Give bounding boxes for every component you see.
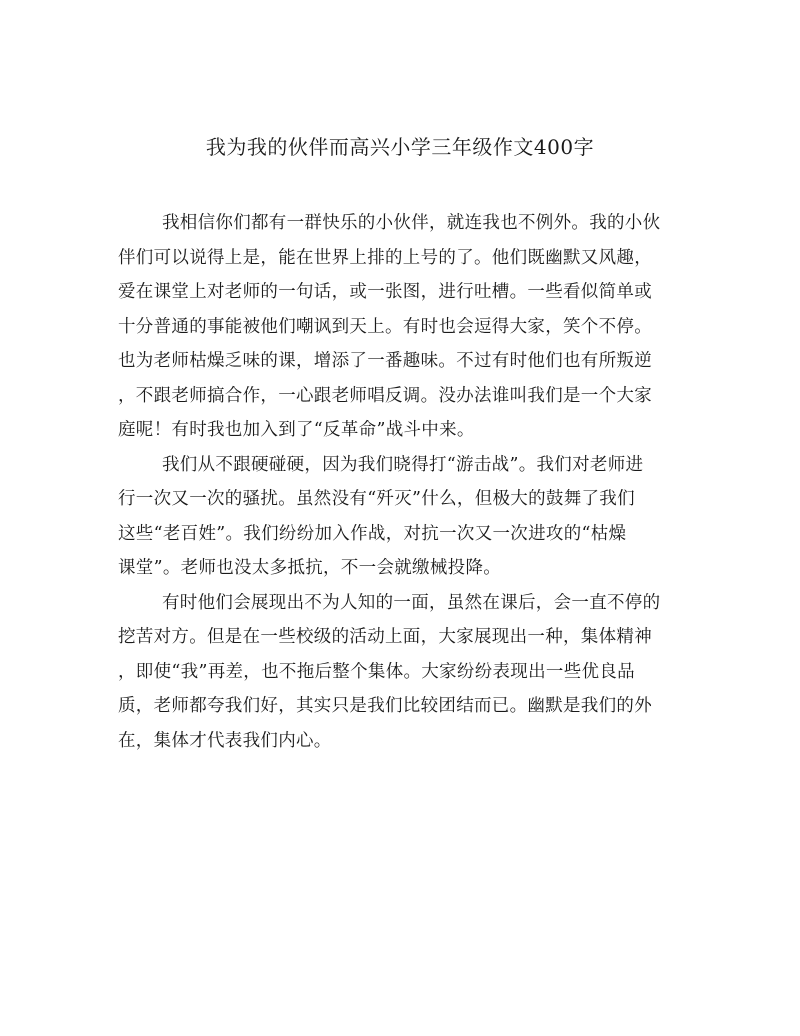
- paragraph-line: 行一次又一次的骚扰。虽然没有“歼灭”什么，但极大的鼓舞了我们: [118, 489, 635, 509]
- paragraph-1: [118, 206, 690, 448]
- paragraph-line: 我相信你们都有一群快乐的小伙伴，就连我也不例外。我的小伙: [162, 213, 661, 233]
- paragraph-line: ，即使“我”再差，也不拖后整个集体。大家纷纷表现出一些优良品: [118, 661, 635, 682]
- paragraph-line: 庭呢！有时我也加入到了“反革命”战斗中来。: [118, 420, 475, 440]
- paragraph-3: [118, 586, 690, 759]
- paragraph-line: 这些“老百姓”。我们纷纷加入作战，对抗一次又一次进攻的“枯燥: [118, 523, 627, 544]
- paragraph-line: ，不跟老师搞合作，一心跟老师唱反调。没办法谁叫我们是一个大家: [118, 385, 652, 406]
- document-title: 我为我的伙伴而高兴小学三年级作文400字: [205, 135, 595, 159]
- paragraph-2: [118, 448, 690, 586]
- paragraph-line: 有时他们会展现出不为人知的一面，虽然在课后，会一直不停的: [162, 592, 661, 613]
- paragraph-line: 我们从不跟硬碰硬，因为我们晓得打“游击战”。我们对老师进: [162, 454, 644, 475]
- paragraph-line: 爱在课堂上对老师的一句话，或一张图，进行吐槽。一些看似简单或: [118, 282, 652, 302]
- document-body: [118, 206, 690, 758]
- paragraph-line: 挖苦对方。但是在一些校级的活动上面，大家展现出一种，集体精神: [118, 627, 652, 647]
- paragraph-line: 在，集体才代表我们内心。: [118, 730, 332, 751]
- paragraph-line: 伴们可以说得上是，能在世界上排的上号的了。他们既幽默又风趣，: [118, 247, 652, 268]
- paragraph-line: 质，老师都夸我们好，其实只是我们比较团结而已。幽默是我们的外: [118, 696, 652, 716]
- paragraph-line: 课堂”。老师也没太多抵抗，不一会就缴械投降。: [118, 558, 502, 578]
- paragraph-line: 十分普通的事能被他们嘲讽到天上。有时也会逗得大家，笑个不停。: [118, 316, 652, 337]
- paragraph-line: 也为老师枯燥乏味的课，增添了一番趣味。不过有时他们也有所叛逆: [118, 351, 652, 371]
